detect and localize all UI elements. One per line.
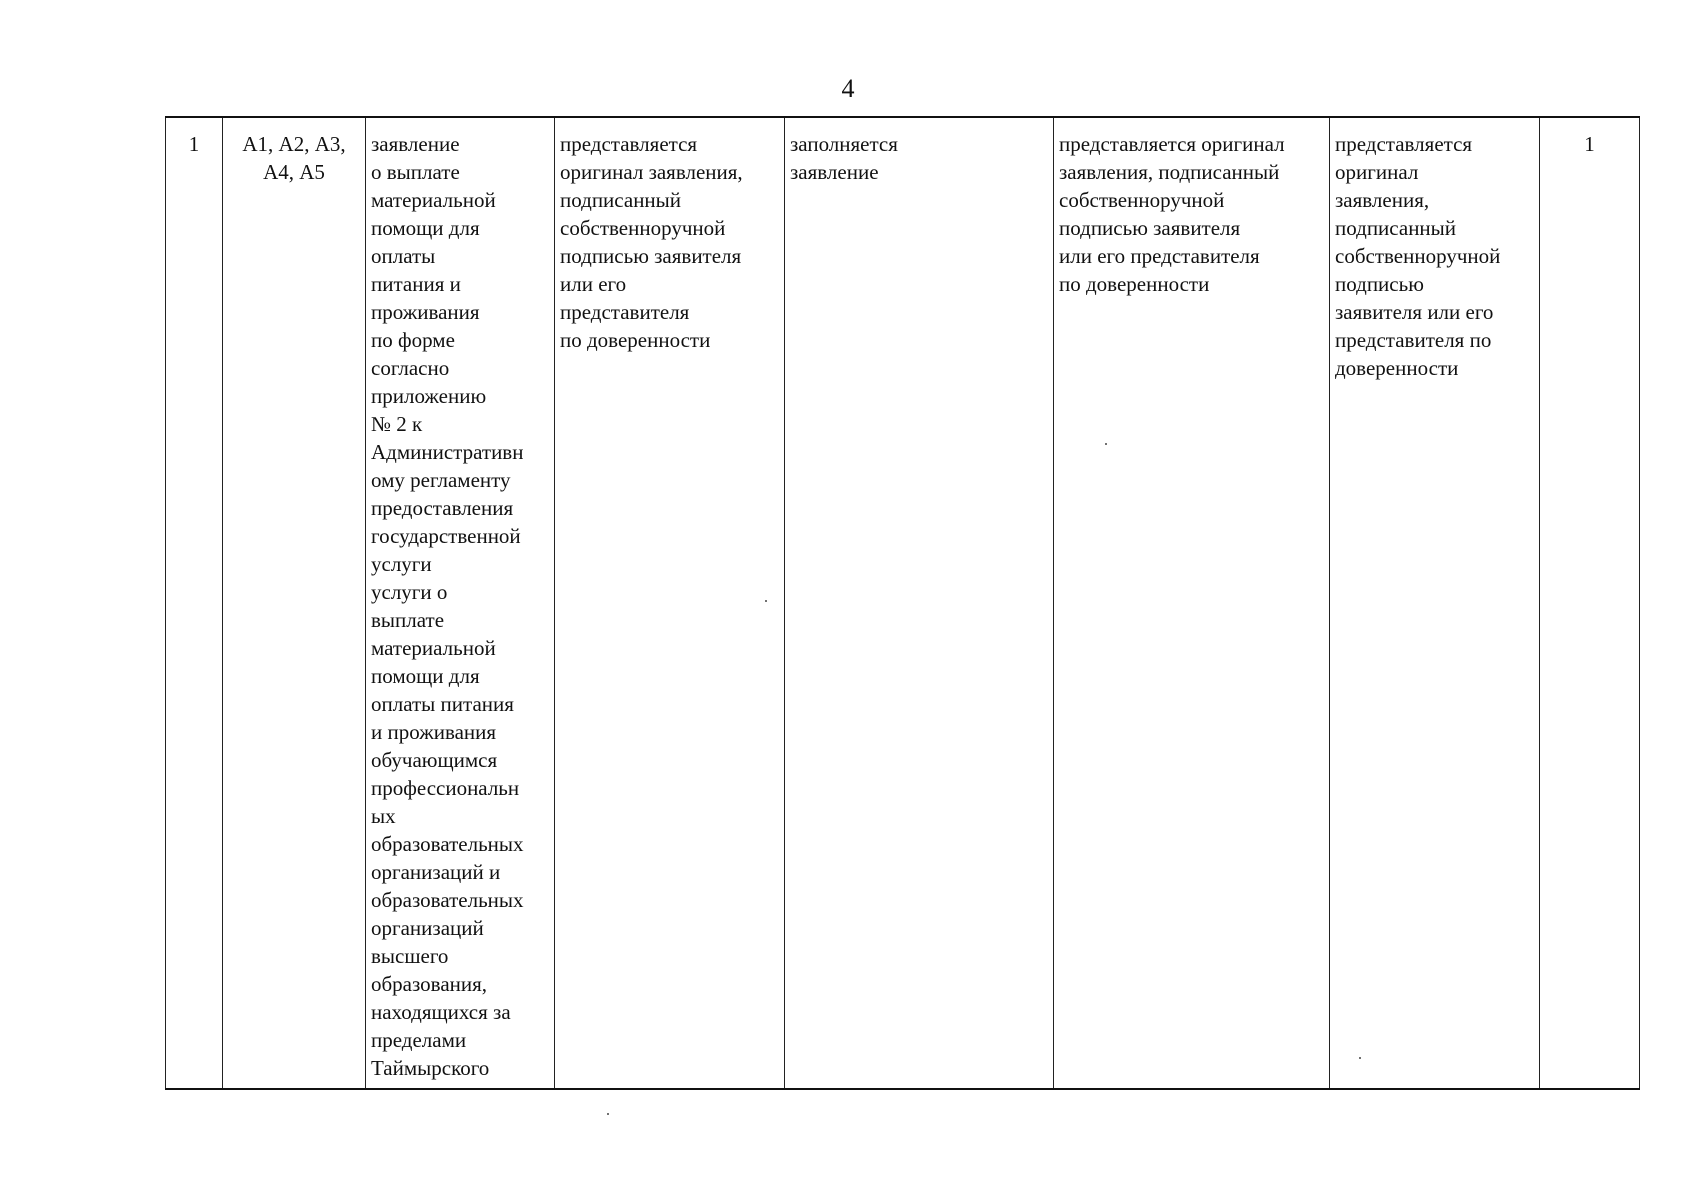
scan-speck [1105,443,1107,445]
page-number: 4 [841,74,855,103]
table-row [166,117,1640,1089]
codes-cell: А1, А2, А3, А4, А5 [223,117,366,1089]
scan-speck [607,1113,609,1115]
document-name-cell: заявление о выплате материальной помощи для оплаты питания и проживания по форме согласно приложению № 2 к Административн ому регламенту предоставления государственной услуги услуги о выплате материальной помощи для оплаты питания и проживания обучающимся профессиональн ых образовательных организаций и образовательных организаций высшего образования, находящихся за пределами Таймырского [366,117,555,1089]
submission-form-cell: представляется оригинал заявления, подписанный собственноручной подписью заявителя или его представителя по доверенности [555,117,785,1089]
documents-table [165,116,1640,1090]
signature-requirement-cell: представляется оригинал заявления, подписанный собственноручной подписью заявителя или его представителя по доверенности [1330,117,1540,1089]
original-requirement-cell: представляется оригинал заявления, подписанный собственноручной подписью заявителя или его представителя по доверенности [1054,117,1330,1089]
scan-speck [765,600,767,602]
row-number-cell: 1 [166,117,223,1089]
count-cell: 1 [1540,117,1640,1089]
action-cell: заполняется заявление [785,117,1054,1089]
scan-speck [1359,1057,1361,1059]
